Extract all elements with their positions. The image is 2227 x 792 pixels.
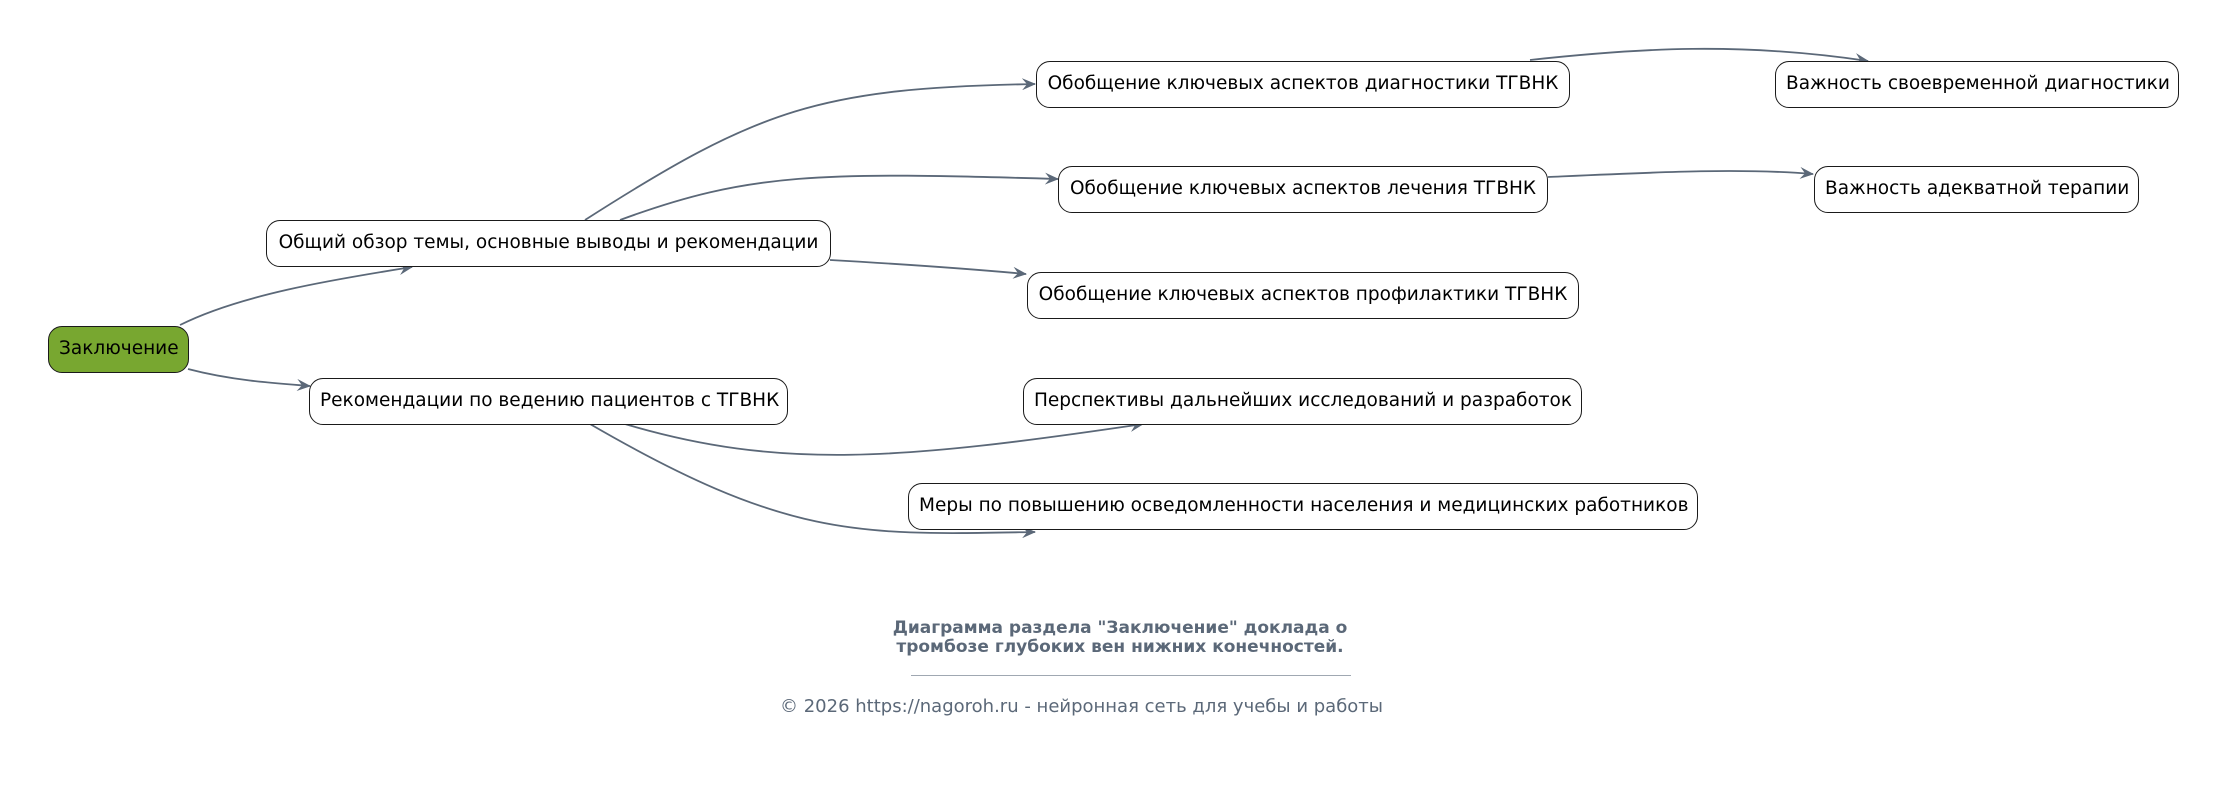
caption-divider [911, 675, 1351, 676]
node-recommendations: Рекомендации по ведению пациентов с ТГВНК [309, 378, 788, 425]
copyright-text: © 2026 https://nagoroh.ru - нейронная сеть для учебы и работы [780, 696, 1384, 717]
edge-root-overview [180, 267, 412, 325]
node-conclusion: Заключение [48, 326, 189, 373]
edge-overview-summary-diagnostics [585, 84, 1035, 220]
node-summary-prevention: Обобщение ключевых аспектов профилактики ТГВНК [1027, 272, 1579, 319]
edge-summary-treatment-therapy [1548, 171, 1813, 177]
edge-overview-summary-prevention [830, 260, 1026, 274]
edge-root-recommendations [188, 369, 310, 386]
node-adequate-therapy: Важность адекватной терапии [1814, 166, 2139, 213]
diagram-caption [880, 619, 1360, 657]
node-summary-treatment: Обобщение ключевых аспектов лечения ТГВНК [1058, 166, 1548, 213]
node-summary-diagnostics: Обобщение ключевых аспектов диагностики ТГВНК [1036, 61, 1570, 108]
edge-recommendations-prospects [625, 424, 1143, 455]
edge-overview-summary-treatment [620, 176, 1058, 220]
caption-line-1: Диаграмма раздела "Заключение" доклада о [892, 618, 1348, 638]
node-awareness: Меры по повышению осведомленности населения и медицинских работников [908, 483, 1698, 530]
node-overview: Общий обзор темы, основные выводы и рекомендации [266, 220, 831, 267]
node-prospects: Перспективы дальнейших исследований и разработок [1023, 378, 1582, 425]
node-timely-diagnostics: Важность своевременной диагностики [1775, 61, 2179, 108]
edge-summary-diagnostics-timely [1530, 49, 1868, 61]
caption-line-2: тромбозе глубоких вен нижних конечностей. [896, 637, 1344, 657]
